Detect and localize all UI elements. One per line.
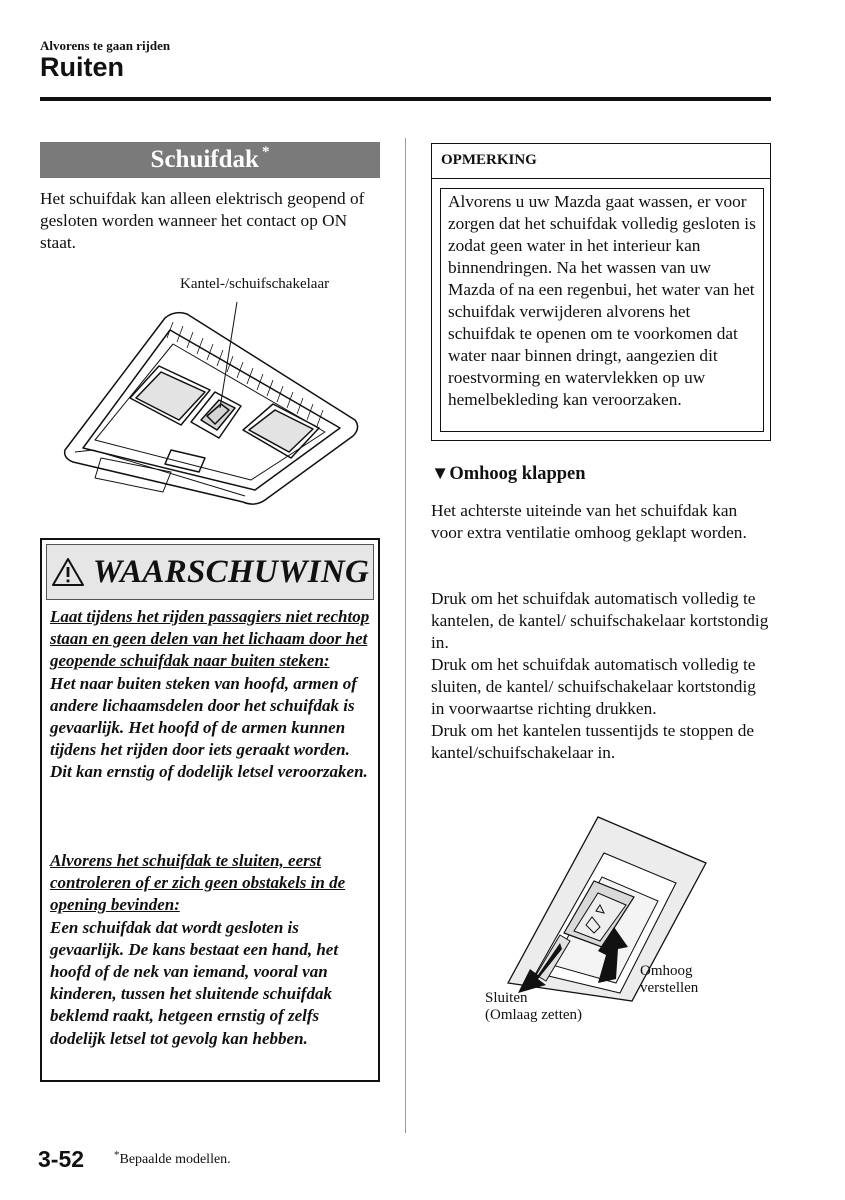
label-up-line2: verstellen: [640, 980, 699, 996]
footnote-star: *: [114, 1149, 120, 1161]
label-close-line2: (Omlaag zetten): [485, 1007, 583, 1023]
warning-triangle-icon: [51, 557, 85, 587]
warning-block-1: [50, 606, 375, 784]
warning-header: [46, 544, 374, 600]
label-up-line1: Omhoog: [640, 963, 693, 979]
column-divider: [405, 138, 406, 1133]
instruction-stop: Druk om het kantelen tussentijds te stoppen de kantel/schuifschakelaar in.: [431, 721, 755, 762]
warning-box: [40, 538, 380, 1082]
subsection-title: Omhoog klappen: [449, 464, 586, 484]
warning-body-2: Een schuifdak dat wordt gesloten is gevaarlijk. De kans bestaat een hand, het hoofd of de nek van iemand, vooral van kinderen, tussen het sluitende schuifdak beklemd raakt, hetgeen ernstig of zelfs dodelijk letsel tot gevolg kan hebben.: [50, 917, 339, 1048]
page-number: 3-52: [38, 1146, 85, 1172]
overhead-console-illustration: [55, 300, 375, 515]
section-title: Schuifdak: [150, 146, 259, 173]
figure-label-close: [485, 990, 625, 1024]
note-box: [431, 143, 771, 441]
instruction-tilt: Druk om het schuifdak automatisch volledig te kantelen, de kantel/ schuifschakelaar kortstondig in.: [431, 589, 769, 652]
tilt-intro-paragraph: Het achterste uiteinde van het schuifdak kan voor extra ventilatie omhoog geklapt worden.: [431, 501, 747, 542]
title-rule: [40, 97, 771, 101]
page-title: Ruiten: [40, 52, 124, 82]
section-star: *: [261, 143, 270, 160]
intro-paragraph: Het schuifdak kan alleen elektrisch geopend of gesloten worden wanneer het contact op ON staat.: [40, 189, 365, 252]
figure-label-switch: Kantel-/schuifschakelaar: [180, 276, 330, 292]
breadcrumb: Alvorens te gaan rijden: [40, 38, 171, 53]
figure-label-up: [640, 963, 740, 997]
instruction-close: Druk om het schuifdak automatisch volledig te sluiten, de kantel/ schuifschakelaar kortstondig in voorwaartse richting drukken.: [431, 655, 756, 718]
note-heading: OPMERKING: [432, 144, 770, 179]
footnote-text: Bepaalde modellen.: [119, 1152, 231, 1167]
warning-block-2: [50, 850, 375, 1050]
subsection-heading: [431, 464, 586, 485]
warning-body-1: Het naar buiten steken van hoofd, armen of andere lichaamsdelen door het schuifdak is gevaarlijk. Het hoofd of de armen kunnen tijdens het rijden door iets geraakt worden. Dit kan ernstig of dodelijk letsel veroorzaken.: [50, 673, 368, 782]
footnote: [114, 1149, 231, 1168]
tilt-instructions: [431, 588, 771, 764]
warning-heading-2: Alvorens het schuifdak te sluiten, eerst controleren of er zich geen obstakels in de opening bevinden:: [50, 851, 346, 915]
note-text: Alvorens u uw Mazda gaat wassen, er voor zorgen dat het schuifdak volledig gesloten is zodat geen water in het interieur kan binnendringen. Na het wassen van uw Mazda of na een regenbui, het water van het schuifdak verwijderen alvorens het schuifdak te openen om te voorkomen dat water naar binnen dringt, aangezien dit roestvorming en watervlekken op uw hemelbekleding kan veroorzaken.: [440, 188, 764, 432]
label-close-line1: Sluiten: [485, 990, 528, 1006]
warning-title: WAARSCHUWING: [92, 553, 370, 590]
triangle-down-icon: ▼: [431, 464, 450, 484]
section-heading-schuifdak: [40, 142, 380, 178]
warning-heading-1: Laat tijdens het rijden passagiers niet rechtop staan en geen delen van het lichaam door het geopende schuifdak naar buiten steken:: [50, 607, 370, 671]
